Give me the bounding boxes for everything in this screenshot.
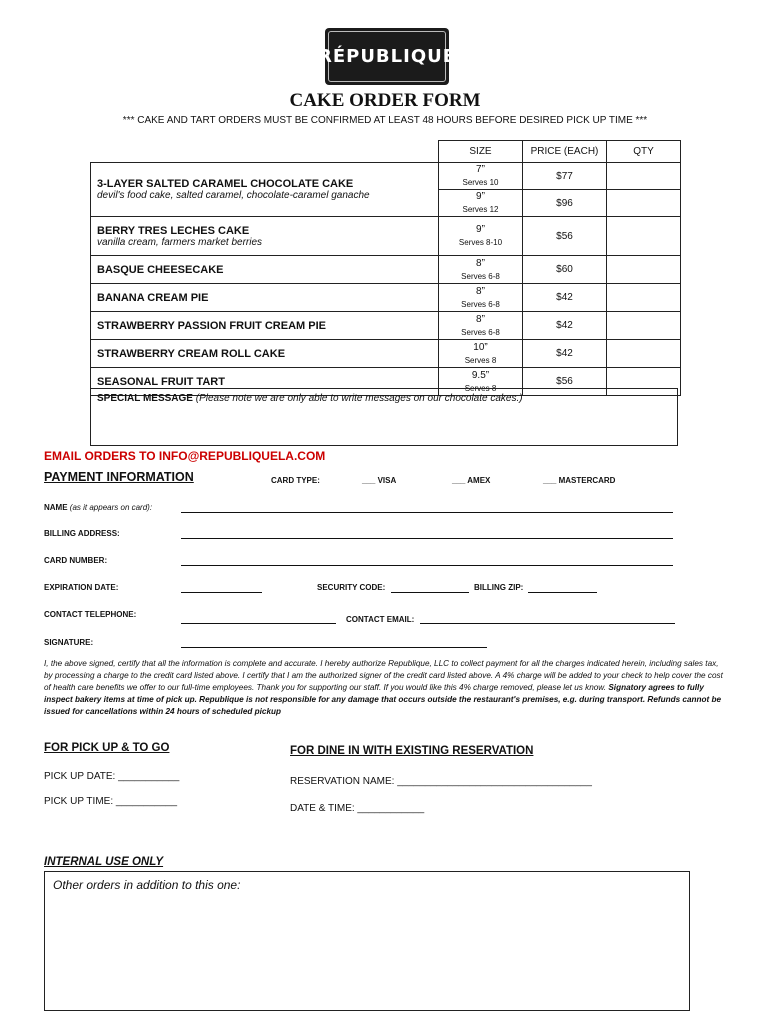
price-cell: $42 (523, 312, 607, 340)
logo-text: RÉPUBLIQUE (328, 31, 446, 82)
price-cell: $56 (523, 368, 607, 396)
menu-item (91, 340, 439, 368)
qty-header: QTY (607, 141, 681, 163)
item-description: vanilla cream, farmers market berries (97, 236, 263, 248)
price-cell: $42 (523, 340, 607, 368)
size-cell: 9” Serves 12 (439, 190, 523, 217)
price-cell: $96 (523, 190, 607, 217)
special-message-box[interactable] (90, 388, 678, 446)
other-orders-box[interactable] (44, 871, 690, 1011)
size-cell: 9.5” Serves 8 (439, 368, 523, 396)
contact-email-line[interactable] (420, 623, 675, 624)
size-cell: 10” Serves 8 (439, 340, 523, 368)
billing-address-line[interactable] (181, 538, 673, 539)
page-title: CAKE ORDER FORM (289, 90, 481, 111)
security-code-label: SECURITY CODE: (317, 583, 386, 592)
order-notice: *** CAKE AND TART ORDERS MUST BE CONFIRMED AT LEAST 48 HOURS BEFORE DESIRED PICK UP TIME *** (122, 115, 648, 126)
size-cell: 8” Serves 6-8 (439, 284, 523, 312)
telephone-line[interactable] (181, 623, 336, 624)
qty-input-cell[interactable] (607, 163, 681, 190)
card-number-line[interactable] (181, 565, 673, 566)
item-name: BANANA CREAM PIE (97, 291, 209, 304)
menu-item (91, 163, 439, 217)
size-header: SIZE (439, 141, 523, 163)
item-name: STRAWBERRY PASSION FRUIT CREAM PIE (97, 319, 326, 332)
security-code-line[interactable] (391, 592, 469, 593)
email-orders-line: EMAIL ORDERS TO INFO@REPUBLIQUELA.COM (44, 449, 326, 463)
special-message-label: SPECIAL MESSAGE (97, 393, 193, 404)
card-type-label: CARD TYPE: (271, 476, 320, 485)
contact-email-label: CONTACT EMAIL: (346, 615, 415, 624)
card-number-label: CARD NUMBER: (44, 556, 108, 565)
billing-zip-line[interactable] (528, 592, 597, 593)
price-cell: $56 (523, 217, 607, 256)
size-cell: 9” Serves 8-10 (439, 217, 523, 256)
legal-certification: I, the above signed, certify that all the information is complete and accurate. I hereby authorize Republique, LLC to collect payment for all the charges indicated herein, including sales tax, by processing a charge to the credit card listed above. I certify that I am the authorized signer of the credit card listed above. A 4% charge will be added to your check to help cover the cost of health care benefits we offer to our full-time employees. Thank you for supporting our staff. If you would like this 4% charge removed, please let us know. Signatory agrees to fully inspect bakery items at time of pick up. Republique is not responsible for any damage that occurs outside the restaurant's premises, e.g. during transport. Refunds cannot be issued for cancellations within 24 hours of scheduled pickup (44, 659, 723, 716)
republique-logo (317, 28, 457, 85)
expiration-label: EXPIRATION DATE: (44, 583, 119, 592)
billing-zip-label: BILLING ZIP: (474, 583, 524, 592)
price-cell: $60 (523, 256, 607, 284)
pickup-date-field[interactable]: PICK UP DATE: ___________ (44, 771, 180, 782)
pickup-time-field[interactable]: PICK UP TIME: ___________ (44, 796, 178, 807)
payment-heading: PAYMENT INFORMATION (44, 470, 194, 484)
signature-label: SIGNATURE: (44, 638, 94, 647)
qty-input-cell[interactable] (607, 340, 681, 368)
name-field-label: NAME (as it appears on card): (44, 503, 153, 512)
item-name: SEASONAL FRUIT TART (97, 375, 225, 388)
expiration-line[interactable] (181, 592, 262, 593)
mastercard-option[interactable]: ___ MASTERCARD (543, 476, 616, 485)
qty-input-cell[interactable] (607, 256, 681, 284)
cake-menu-table (90, 140, 681, 396)
price-cell: $42 (523, 284, 607, 312)
size-cell: 8” Serves 6-8 (439, 312, 523, 340)
dinein-heading: FOR DINE IN WITH EXISTING RESERVATION (290, 745, 534, 757)
billing-address-label: BILLING ADDRESS: (44, 529, 120, 538)
menu-item (91, 256, 439, 284)
price-header: PRICE (EACH) (523, 141, 607, 163)
size-cell: 8” Serves 6-8 (439, 256, 523, 284)
price-cell: $77 (523, 163, 607, 190)
menu-item (91, 312, 439, 340)
item-description: devil's food cake, salted caramel, chocolate-caramel ganache (97, 190, 370, 201)
menu-item (91, 217, 439, 256)
item-name: STRAWBERRY CREAM ROLL CAKE (97, 347, 286, 360)
item-name: BASQUE CHEESECAKE (97, 263, 224, 276)
signature-line[interactable] (181, 647, 487, 648)
visa-option[interactable]: ___ VISA (362, 476, 397, 485)
qty-input-cell[interactable] (607, 284, 681, 312)
internal-use-heading: INTERNAL USE ONLY (44, 856, 164, 868)
menu-item (91, 284, 439, 312)
name-line[interactable] (181, 512, 673, 513)
amex-option[interactable]: ___ AMEX (452, 476, 491, 485)
other-orders-label: Other orders in addition to this one: (53, 878, 241, 892)
item-name: BERRY TRES LECHES CAKE (97, 224, 250, 237)
date-time-field[interactable]: DATE & TIME: ____________ (290, 803, 425, 814)
reservation-name-field[interactable]: RESERVATION NAME: ___________________________________ (290, 776, 592, 787)
qty-input-cell[interactable] (607, 217, 681, 256)
item-name: 3-LAYER SALTED CARAMEL CHOCOLATE CAKE (97, 178, 354, 190)
telephone-label: CONTACT TELEPHONE: (44, 610, 137, 619)
qty-input-cell[interactable] (607, 312, 681, 340)
special-message-note: (Please note we are only able to write messages on our chocolate cakes.) (195, 393, 523, 404)
size-cell: 7” Serves 10 (439, 163, 523, 190)
pickup-heading: FOR PICK UP & TO GO (44, 742, 170, 754)
qty-input-cell[interactable] (607, 190, 681, 217)
